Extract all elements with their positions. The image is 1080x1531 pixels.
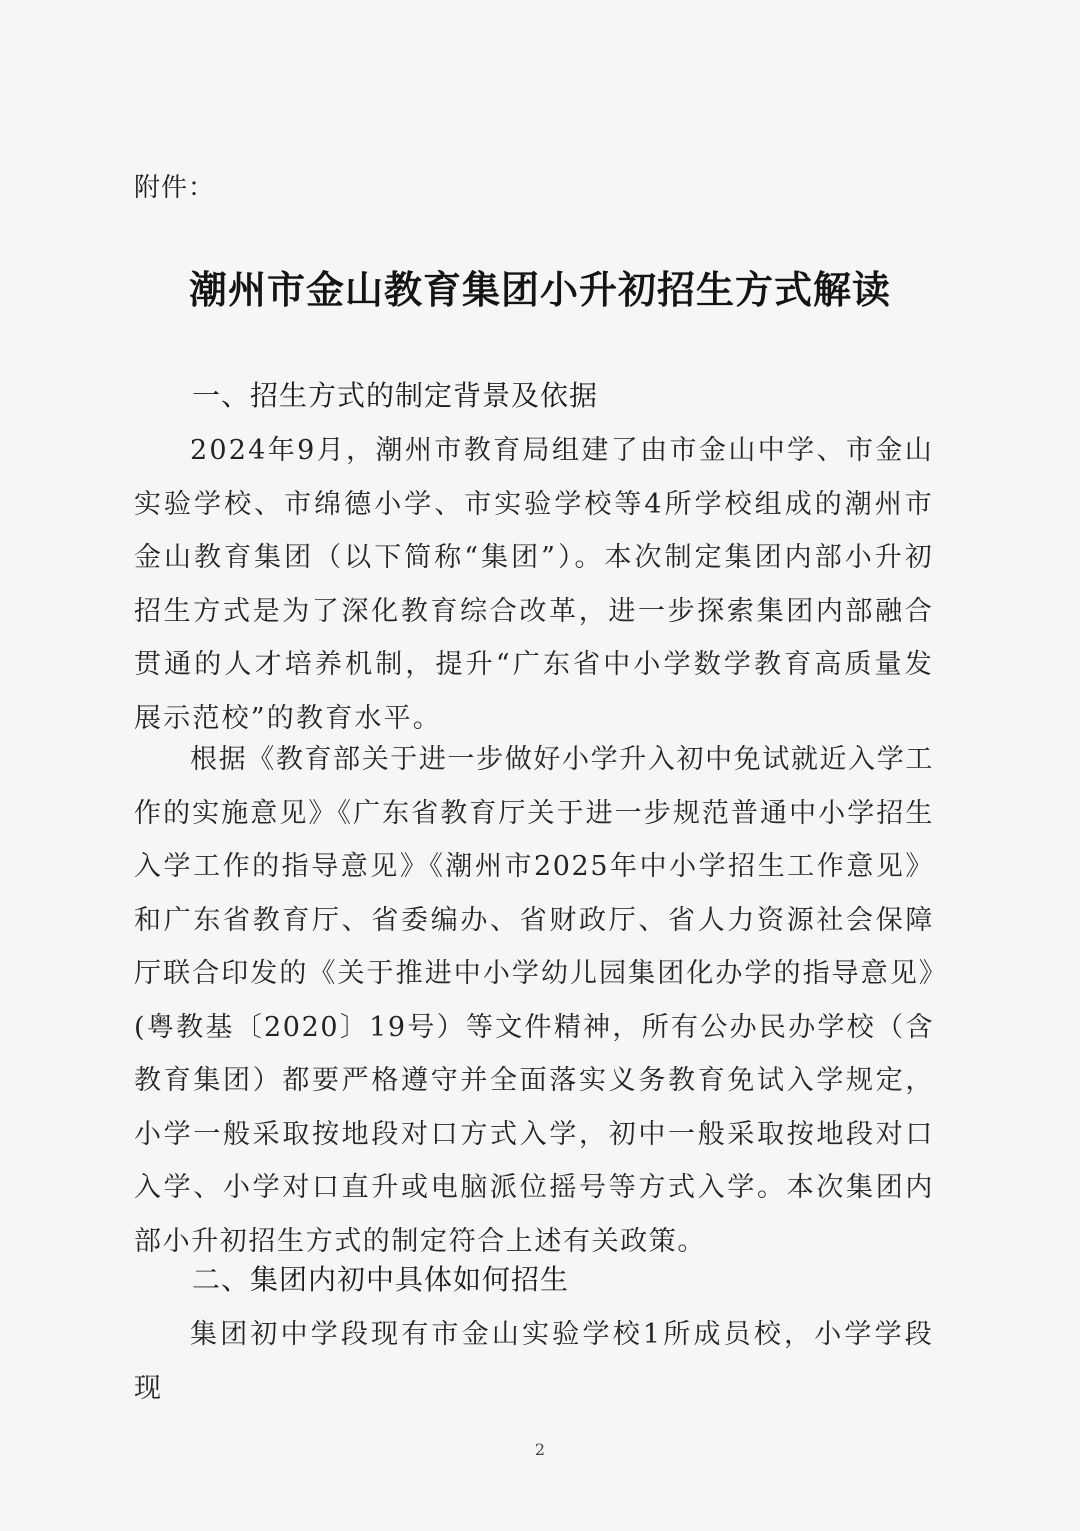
section-1-heading: 一、招生方式的制定背景及依据 [192,379,599,412]
page-number: 2 [534,1440,546,1459]
section-1-paragraph-2: 根据《教育部关于进一步做好小学升入初中免试就近入学工作的实施意见》《广东省教育厅关于进一步规范普通中小学招生入学工作的指导意见》《潮州市2025年中小学招生工作意见》和广东省教育厅、省委编办、省财政厅、省人力资源社会保障厅联合印发的《关于推进中小学幼儿园集团化办学的指导意见》(粤教基〔2020〕19号）等文件精神，所有公办民办学校（含教育集团）都要严格遵守并全面落实义务教育免试入学规定，小学一般采取按地段对口方式入学，初中一般采取按地段对口入学、小学对口直升或电脑派位摇号等方式入学。本次集团内部小升初招生方式的制定符合上述有关政策。 [134,744,934,1257]
document-title: 潮州市金山教育集团小升初招生方式解读 [188,267,891,312]
attachment-label: 附件： [134,173,216,203]
section-2-heading: 二、集团内初中具体如何招生 [192,1263,570,1296]
section-2-paragraph-1: 集团初中学段现有市金山实验学校1所成员校，小学学段现 [134,1319,934,1404]
section-1-paragraph-1: 2024年9月，潮州市教育局组建了由市金山中学、市金山实验学校、市绵德小学、市实验学校等4所学校组成的潮州市金山教育集团（以下简称“集团”）。本次制定集团内部小升初招生方式是为了深化教育综合改革，进一步探索集团内部融合贯通的人才培养机制，提升“广东省中小学数学教育高质量发展示范校”的教育水平。 [134,435,934,734]
